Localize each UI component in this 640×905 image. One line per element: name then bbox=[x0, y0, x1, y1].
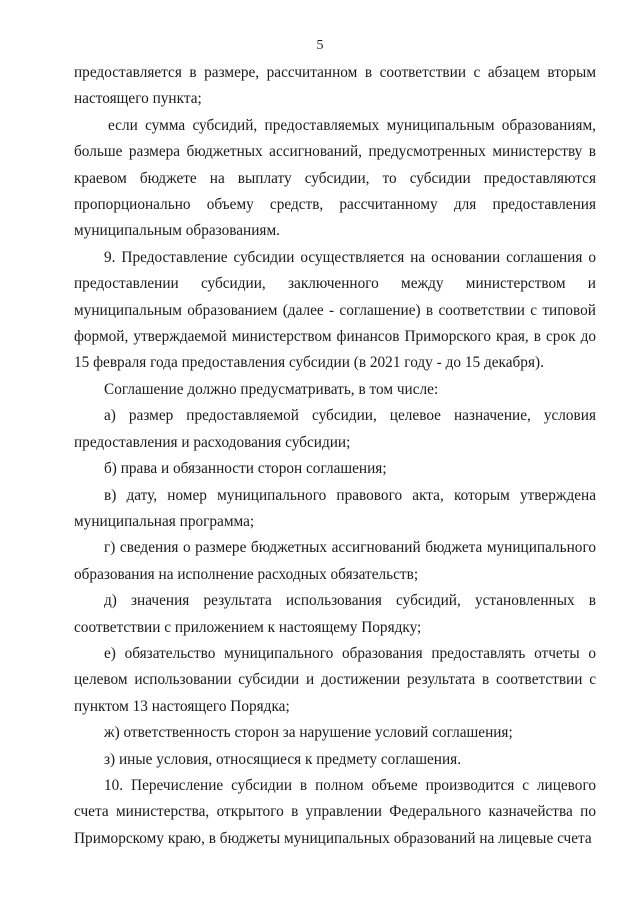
paragraph: если сумма субсидий, предоставляемых муниципальным образованиям, больше размера бюджетных ассигнований, предусмотренных министерству в краевом бюджете на выплату субсидии, то субсидии предоставляются пропорционально объему средств, рассчитанному для предоставления муниципальным образованиям. bbox=[74, 116, 596, 240]
list-item: б) права и обязанности сторон соглашения; bbox=[104, 460, 387, 478]
page-number: 5 bbox=[316, 38, 324, 53]
paragraph: 9. Предоставление субсидии осуществляется на основании соглашения о предоставлении субсидии, заключенного между министерством и муниципальным образованием (далее - соглашение) в соответствии с типовой формой, утверждаемой министерством финансов Приморского края, в срок до 15 февраля года предоставления субсидии (в 2021 году - до 15 декабря). bbox=[74, 248, 596, 372]
list-item: а) размер предоставляемой субсидии, целевое назначение, условия предоставления и расходования субсидии; bbox=[74, 407, 596, 451]
paragraph: 10. Перечисление субсидии в полном объеме производится с лицевого счета министерства, открытого в управлении Федерального казначейства по Приморскому краю, в бюджеты муниципальных образований на лицевые счета bbox=[74, 776, 596, 847]
list-item: д) значения результата использования субсидий, установленных в соответствии с приложением к настоящему Порядку; bbox=[74, 592, 596, 636]
list-item: ж) ответственность сторон за нарушение условий соглашения; bbox=[104, 724, 513, 742]
list-item: г) сведения о размере бюджетных ассигнований бюджета муниципального образования на исполнение расходных обязательств; bbox=[74, 539, 596, 583]
paragraph: предоставляется в размере, рассчитанном в соответствии с абзацем вторым настоящего пункта; bbox=[74, 64, 596, 108]
list-item: в) дату, номер муниципального правового акта, которым утверждена муниципальная программа; bbox=[74, 486, 596, 530]
paragraph: Соглашение должно предусматривать, в том числе: bbox=[104, 380, 439, 398]
document-body bbox=[74, 60, 596, 852]
list-item: з) иные условия, относящиеся к предмету соглашения. bbox=[104, 750, 462, 768]
list-item: е) обязательство муниципального образования предоставлять отчеты о целевом использовании субсидии и достижении результата в соответствии с пунктом 13 настоящего Порядка; bbox=[74, 644, 596, 715]
